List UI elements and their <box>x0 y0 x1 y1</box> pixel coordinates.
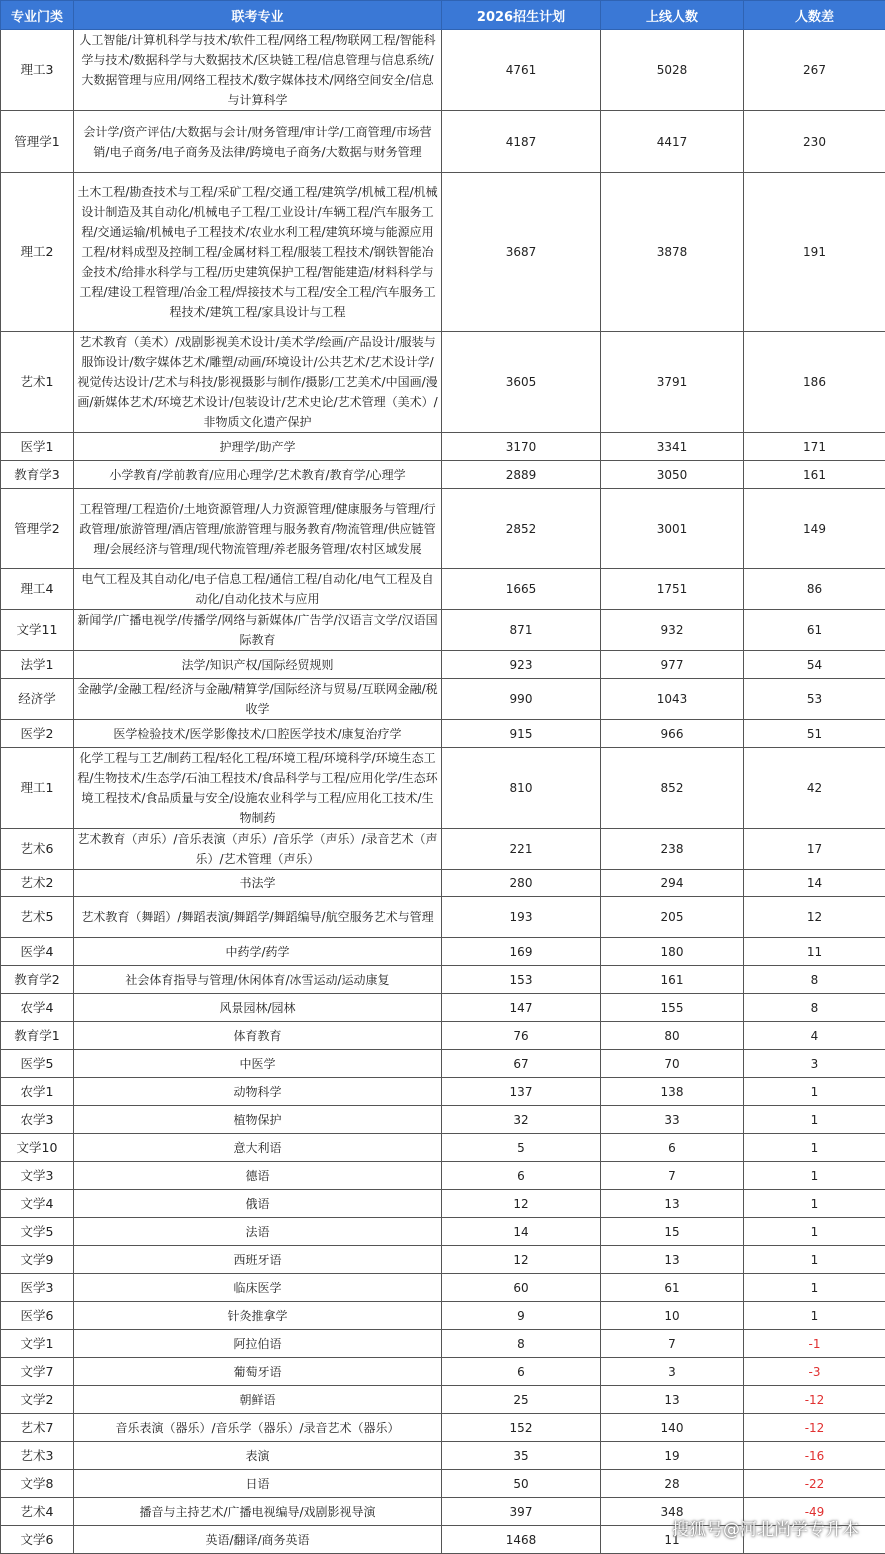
major-cell: 工程管理/工程造价/土地资源管理/人力资源管理/健康服务与管理/行政管理/旅游管理/酒店管理/旅游管理与服务教育/物流管理/供应链管理/会展经济与管理/现代物流管理/养老服务管理/农村区域发展 <box>74 489 442 569</box>
applicants-cell: 205 <box>601 897 744 938</box>
table-row <box>1 1246 885 1274</box>
table-row <box>1 897 885 938</box>
applicants-cell: 932 <box>601 610 744 651</box>
major-cell: 德语 <box>74 1162 442 1190</box>
table-row <box>1 994 885 1022</box>
applicants-cell: 1751 <box>601 569 744 610</box>
major-cell: 医学检验技术/医学影像技术/口腔医学技术/康复治疗学 <box>74 720 442 748</box>
diff-cell: 8 <box>744 994 885 1022</box>
plan-cell: 60 <box>442 1274 601 1302</box>
category-cell: 文学5 <box>1 1218 74 1246</box>
category-cell: 医学3 <box>1 1274 74 1302</box>
plan-cell: 4187 <box>442 111 601 173</box>
major-cell: 会计学/资产评估/大数据与会计/财务管理/审计学/工商管理/市场营销/电子商务/电子商务及法律/跨境电子商务/大数据与财务管理 <box>74 111 442 173</box>
table-row <box>1 173 885 332</box>
major-cell: 化学工程与工艺/制药工程/轻化工程/环境工程/环境科学/环境生态工程/生物技术/生态学/石油工程技术/食品科学与工程/应用化学/生态环境工程技术/食品质量与安全/设施农业科学与工程/应用化工技术/生物制药 <box>74 748 442 829</box>
plan-cell: 871 <box>442 610 601 651</box>
applicants-cell: 348 <box>601 1498 744 1526</box>
table-row <box>1 1442 885 1470</box>
header-plan: 2026招生计划 <box>442 1 601 30</box>
applicants-cell: 4417 <box>601 111 744 173</box>
major-cell: 播音与主持艺术/广播电视编导/戏剧影视导演 <box>74 1498 442 1526</box>
major-cell: 艺术教育（声乐）/音乐表演（声乐）/音乐学（声乐）/录音艺术（声乐）/艺术管理（声乐） <box>74 829 442 870</box>
applicants-cell: 7 <box>601 1330 744 1358</box>
major-cell: 中医学 <box>74 1050 442 1078</box>
table-row <box>1 1470 885 1498</box>
diff-cell: 12 <box>744 897 885 938</box>
major-cell: 金融学/金融工程/经济与金融/精算学/国际经济与贸易/互联网金融/税收学 <box>74 679 442 720</box>
major-cell: 植物保护 <box>74 1106 442 1134</box>
category-cell: 文学6 <box>1 1526 74 1554</box>
major-cell: 法学/知识产权/国际经贸规则 <box>74 651 442 679</box>
category-cell: 文学11 <box>1 610 74 651</box>
major-cell: 朝鲜语 <box>74 1386 442 1414</box>
diff-cell: 161 <box>744 461 885 489</box>
plan-cell: 2889 <box>442 461 601 489</box>
plan-cell: 1665 <box>442 569 601 610</box>
category-cell: 教育学3 <box>1 461 74 489</box>
diff-cell: -12 <box>744 1386 885 1414</box>
diff-cell: 3 <box>744 1050 885 1078</box>
applicants-cell: 80 <box>601 1022 744 1050</box>
diff-cell: 186 <box>744 332 885 433</box>
applicants-cell: 138 <box>601 1078 744 1106</box>
applicants-cell: 6 <box>601 1134 744 1162</box>
category-cell: 艺术1 <box>1 332 74 433</box>
plan-cell: 137 <box>442 1078 601 1106</box>
table-row <box>1 1218 885 1246</box>
major-cell: 护理学/助产学 <box>74 433 442 461</box>
category-cell: 农学3 <box>1 1106 74 1134</box>
category-cell: 理工2 <box>1 173 74 332</box>
category-cell: 医学2 <box>1 720 74 748</box>
major-cell: 日语 <box>74 1470 442 1498</box>
diff-cell: 54 <box>744 651 885 679</box>
major-cell: 电气工程及其自动化/电子信息工程/通信工程/自动化/电气工程及自动化/自动化技术与应用 <box>74 569 442 610</box>
major-cell: 法语 <box>74 1218 442 1246</box>
major-cell: 中药学/药学 <box>74 938 442 966</box>
applicants-cell: 180 <box>601 938 744 966</box>
category-cell: 文学9 <box>1 1246 74 1274</box>
plan-cell: 810 <box>442 748 601 829</box>
table-row <box>1 1302 885 1330</box>
category-cell: 文学1 <box>1 1330 74 1358</box>
table-row <box>1 1358 885 1386</box>
plan-cell: 76 <box>442 1022 601 1050</box>
category-cell: 艺术4 <box>1 1498 74 1526</box>
category-cell: 艺术3 <box>1 1442 74 1470</box>
plan-cell: 193 <box>442 897 601 938</box>
applicants-cell: 70 <box>601 1050 744 1078</box>
major-cell: 表演 <box>74 1442 442 1470</box>
applicants-cell: 19 <box>601 1442 744 1470</box>
plan-cell: 67 <box>442 1050 601 1078</box>
table-row <box>1 829 885 870</box>
plan-cell: 32 <box>442 1106 601 1134</box>
table-row <box>1 1330 885 1358</box>
table-row <box>1 461 885 489</box>
table-row <box>1 30 885 111</box>
diff-cell: 86 <box>744 569 885 610</box>
diff-cell: -1 <box>744 1330 885 1358</box>
plan-cell: 5 <box>442 1134 601 1162</box>
applicants-cell: 3 <box>601 1358 744 1386</box>
category-cell: 理工4 <box>1 569 74 610</box>
plan-cell: 153 <box>442 966 601 994</box>
category-cell: 艺术7 <box>1 1414 74 1442</box>
plan-cell: 990 <box>442 679 601 720</box>
diff-cell: -49 <box>744 1498 885 1526</box>
table-row <box>1 1274 885 1302</box>
major-cell: 俄语 <box>74 1190 442 1218</box>
diff-cell: -3 <box>744 1358 885 1386</box>
plan-cell: 221 <box>442 829 601 870</box>
plan-cell: 2852 <box>442 489 601 569</box>
major-cell: 临床医学 <box>74 1274 442 1302</box>
diff-cell: 14 <box>744 870 885 897</box>
category-cell: 管理学1 <box>1 111 74 173</box>
table-row <box>1 720 885 748</box>
category-cell: 农学4 <box>1 994 74 1022</box>
major-cell: 针灸推拿学 <box>74 1302 442 1330</box>
applicants-cell: 15 <box>601 1218 744 1246</box>
applicants-cell: 161 <box>601 966 744 994</box>
applicants-cell: 1043 <box>601 679 744 720</box>
category-cell: 文学10 <box>1 1134 74 1162</box>
diff-cell: 1 <box>744 1162 885 1190</box>
table-row <box>1 651 885 679</box>
major-cell: 阿拉伯语 <box>74 1330 442 1358</box>
diff-cell: 8 <box>744 966 885 994</box>
table-row <box>1 1022 885 1050</box>
plan-cell: 6 <box>442 1358 601 1386</box>
plan-cell: 147 <box>442 994 601 1022</box>
major-cell: 体育教育 <box>74 1022 442 1050</box>
plan-cell: 1468 <box>442 1526 601 1554</box>
applicants-cell: 966 <box>601 720 744 748</box>
diff-cell: -22 <box>744 1470 885 1498</box>
plan-cell: 9 <box>442 1302 601 1330</box>
category-cell: 文学7 <box>1 1358 74 1386</box>
category-cell: 文学8 <box>1 1470 74 1498</box>
plan-cell: 923 <box>442 651 601 679</box>
category-cell: 医学4 <box>1 938 74 966</box>
diff-cell: 1 <box>744 1078 885 1106</box>
major-cell: 艺术教育（美术）/戏剧影视美术设计/美术学/绘画/产品设计/服装与服饰设计/数字媒体艺术/雕塑/动画/环境设计/公共艺术/艺术设计学/视觉传达设计/艺术与科技/影视摄影与制作/摄影/工艺美术/中国画/漫画/新媒体艺术/环境艺术设计/包装设计/艺术史论/艺术管理（美术）/非物质文化遗产保护 <box>74 332 442 433</box>
plan-cell: 3687 <box>442 173 601 332</box>
applicants-cell: 13 <box>601 1386 744 1414</box>
applicants-cell: 5028 <box>601 30 744 111</box>
table-row <box>1 569 885 610</box>
diff-cell: 53 <box>744 679 885 720</box>
applicants-cell: 238 <box>601 829 744 870</box>
major-cell: 英语/翻译/商务英语 <box>74 1526 442 1554</box>
table-row <box>1 679 885 720</box>
table-row <box>1 1414 885 1442</box>
diff-cell: 267 <box>744 30 885 111</box>
diff-cell: 1 <box>744 1302 885 1330</box>
applicants-cell: 3878 <box>601 173 744 332</box>
applicants-cell: 294 <box>601 870 744 897</box>
diff-cell: 51 <box>744 720 885 748</box>
plan-cell: 12 <box>442 1246 601 1274</box>
diff-cell: 42 <box>744 748 885 829</box>
plan-cell: 3605 <box>442 332 601 433</box>
header-major: 联考专业 <box>74 1 442 30</box>
table-row <box>1 489 885 569</box>
header-row <box>1 1 885 30</box>
plan-cell: 915 <box>442 720 601 748</box>
table-row <box>1 1386 885 1414</box>
category-cell: 教育学2 <box>1 966 74 994</box>
diff-cell: 1 <box>744 1218 885 1246</box>
applicants-cell: 28 <box>601 1470 744 1498</box>
plan-cell: 12 <box>442 1190 601 1218</box>
category-cell: 理工1 <box>1 748 74 829</box>
table-row <box>1 1162 885 1190</box>
category-cell: 艺术6 <box>1 829 74 870</box>
category-cell: 文学2 <box>1 1386 74 1414</box>
plan-cell: 25 <box>442 1386 601 1414</box>
diff-cell: 191 <box>744 173 885 332</box>
header-applicants: 上线人数 <box>601 1 744 30</box>
major-cell: 书法学 <box>74 870 442 897</box>
major-cell: 音乐表演（器乐）/音乐学（器乐）/录音艺术（器乐） <box>74 1414 442 1442</box>
applicants-cell: 33 <box>601 1106 744 1134</box>
plan-cell: 6 <box>442 1162 601 1190</box>
plan-cell: 8 <box>442 1330 601 1358</box>
applicants-cell: 852 <box>601 748 744 829</box>
table-row <box>1 1134 885 1162</box>
diff-cell: 61 <box>744 610 885 651</box>
diff-cell: 1 <box>744 1274 885 1302</box>
table-row <box>1 610 885 651</box>
diff-cell: -16 <box>744 1442 885 1470</box>
category-cell: 医学1 <box>1 433 74 461</box>
applicants-cell: 3341 <box>601 433 744 461</box>
major-cell: 人工智能/计算机科学与技术/软件工程/网络工程/物联网工程/智能科学与技术/数据科学与大数据技术/区块链工程/信息管理与信息系统/大数据管理与应用/网络工程技术/数字媒体技术/网络空间安全/信息与计算科学 <box>74 30 442 111</box>
table-row <box>1 1106 885 1134</box>
plan-cell: 3170 <box>442 433 601 461</box>
diff-cell: -12 <box>744 1414 885 1442</box>
table-row <box>1 870 885 897</box>
major-cell: 小学教育/学前教育/应用心理学/艺术教育/教育学/心理学 <box>74 461 442 489</box>
plan-cell: 14 <box>442 1218 601 1246</box>
applicants-cell: 3791 <box>601 332 744 433</box>
major-cell: 动物科学 <box>74 1078 442 1106</box>
applicants-cell: 61 <box>601 1274 744 1302</box>
category-cell: 法学1 <box>1 651 74 679</box>
category-cell: 理工3 <box>1 30 74 111</box>
diff-cell: 1 <box>744 1106 885 1134</box>
major-cell: 风景园林/园林 <box>74 994 442 1022</box>
table-body <box>1 30 885 1554</box>
diff-cell: 1 <box>744 1246 885 1274</box>
category-cell: 教育学1 <box>1 1022 74 1050</box>
table-row <box>1 433 885 461</box>
plan-cell: 35 <box>442 1442 601 1470</box>
plan-cell: 50 <box>442 1470 601 1498</box>
category-cell: 经济学 <box>1 679 74 720</box>
table-row <box>1 1078 885 1106</box>
applicants-cell: 13 <box>601 1246 744 1274</box>
plan-cell: 169 <box>442 938 601 966</box>
table-row <box>1 1050 885 1078</box>
diff-cell: 230 <box>744 111 885 173</box>
category-cell: 管理学2 <box>1 489 74 569</box>
plan-cell: 4761 <box>442 30 601 111</box>
category-cell: 医学5 <box>1 1050 74 1078</box>
applicants-cell: 7 <box>601 1162 744 1190</box>
diff-cell: 149 <box>744 489 885 569</box>
category-cell: 文学4 <box>1 1190 74 1218</box>
applicants-cell: 155 <box>601 994 744 1022</box>
applicants-cell: 11 <box>601 1526 744 1554</box>
table-row <box>1 966 885 994</box>
major-cell: 西班牙语 <box>74 1246 442 1274</box>
table-row <box>1 1190 885 1218</box>
table-header <box>1 1 885 30</box>
category-cell: 艺术2 <box>1 870 74 897</box>
major-cell: 土木工程/勘查技术与工程/采矿工程/交通工程/建筑学/机械工程/机械设计制造及其自动化/机械电子工程/工业设计/车辆工程/汽车服务工程/交通运输/机械电子工程技术/农业水利工程/建筑环境与能源应用工程/材料成型及控制工程/金属材料工程/服装工程技术/钢铁智能冶金技术/给排水科学与工程/历史建筑保护工程/智能建造/材料科学与工程/建设工程管理/冶金工程/焊接技术与工程/安全工程/汽车服务工程技术/建筑工程/家具设计与工程 <box>74 173 442 332</box>
header-category: 专业门类 <box>1 1 74 30</box>
major-cell: 新闻学/广播电视学/传播学/网络与新媒体/广告学/汉语言文学/汉语国际教育 <box>74 610 442 651</box>
major-cell: 艺术教育（舞蹈）/舞蹈表演/舞蹈学/舞蹈编导/航空服务艺术与管理 <box>74 897 442 938</box>
applicants-cell: 140 <box>601 1414 744 1442</box>
category-cell: 文学3 <box>1 1162 74 1190</box>
major-cell: 葡萄牙语 <box>74 1358 442 1386</box>
applicants-cell: 13 <box>601 1190 744 1218</box>
table-row <box>1 938 885 966</box>
diff-cell: 1 <box>744 1190 885 1218</box>
major-cell: 意大利语 <box>74 1134 442 1162</box>
table-row <box>1 748 885 829</box>
watermark: 搜狐号@河北尚学专升本 <box>672 1515 859 1540</box>
category-cell: 农学1 <box>1 1078 74 1106</box>
table-row <box>1 111 885 173</box>
applicants-cell: 977 <box>601 651 744 679</box>
diff-cell: 11 <box>744 938 885 966</box>
plan-cell: 152 <box>442 1414 601 1442</box>
diff-cell: 4 <box>744 1022 885 1050</box>
plan-cell: 280 <box>442 870 601 897</box>
diff-cell: 1 <box>744 1134 885 1162</box>
major-cell: 社会体育指导与管理/休闲体育/冰雪运动/运动康复 <box>74 966 442 994</box>
diff-cell: 171 <box>744 433 885 461</box>
diff-cell: 17 <box>744 829 885 870</box>
table-row <box>1 332 885 433</box>
applicants-cell: 10 <box>601 1302 744 1330</box>
category-cell: 医学6 <box>1 1302 74 1330</box>
plan-cell: 397 <box>442 1498 601 1526</box>
applicants-cell: 3050 <box>601 461 744 489</box>
category-cell: 艺术5 <box>1 897 74 938</box>
applicants-cell: 3001 <box>601 489 744 569</box>
header-diff: 人数差 <box>744 1 885 30</box>
